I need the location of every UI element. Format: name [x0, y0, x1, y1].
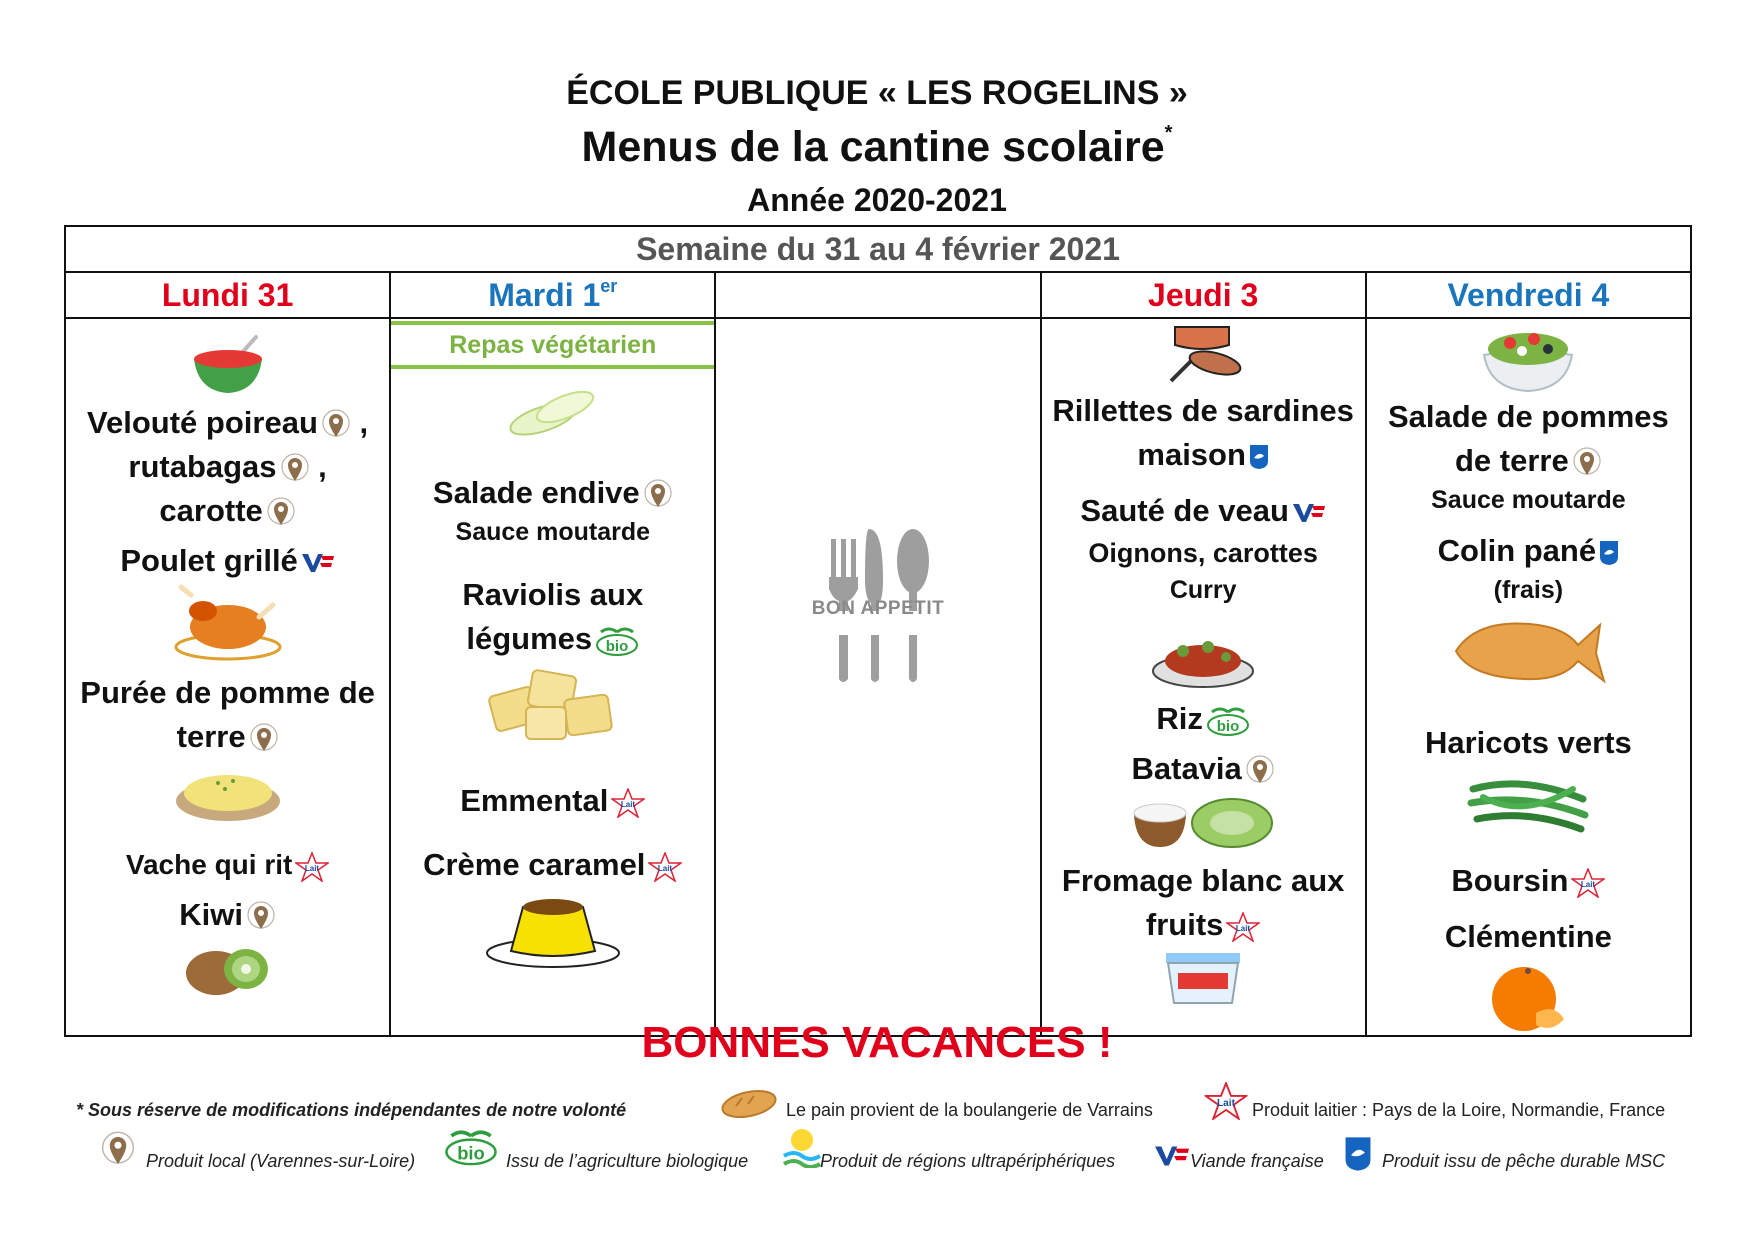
- dish-poulet: Poulet grillé: [120, 543, 298, 578]
- dish-curry: Curry: [1169, 576, 1237, 604]
- dish-fruits: fruits: [1145, 907, 1224, 942]
- breaded-fish-icon: [1448, 611, 1608, 691]
- local-product-icon: [280, 452, 310, 486]
- dairy-product-icon: [648, 852, 682, 882]
- french-meat-icon: [1292, 502, 1326, 524]
- dish-haricots-verts: Haricots verts: [1424, 725, 1632, 760]
- local-legend-icon: [100, 1130, 136, 1170]
- day-header-wednesday: [715, 272, 1040, 318]
- dish-fromage-blanc: Fromage blanc aux: [1061, 863, 1345, 898]
- page-title-text: Menus de la cantine scolaire: [581, 123, 1165, 171]
- day-column-thursday: [1041, 318, 1366, 1036]
- dish-veloute-comma: ,: [359, 405, 369, 440]
- dish-batavia: Batavia: [1131, 751, 1242, 786]
- legend-local: Produit local (Varennes-sur-Loire): [146, 1151, 416, 1171]
- day-column-wednesday: [715, 318, 1040, 1036]
- kiwi-icon: [180, 943, 276, 999]
- page-title: [0, 122, 1754, 172]
- day-header-tuesday: [390, 272, 715, 318]
- green-beans-icon: [1463, 769, 1593, 839]
- dish-saute-veau: Sauté de veau: [1080, 493, 1289, 528]
- dish-veloute: Velouté poireau: [87, 405, 318, 440]
- local-product-icon: [1245, 754, 1275, 788]
- mashed-potato-icon: [173, 759, 283, 829]
- dish-kiwi: Kiwi: [179, 897, 243, 932]
- day-header-monday: Lundi 31: [65, 272, 390, 318]
- salad-bowl-icon: [1478, 321, 1578, 393]
- legend-note: * Sous réserve de modifications indépendantes de notre volonté: [76, 1100, 627, 1120]
- soup-bowl-icon: [188, 333, 268, 397]
- dish-vache-qui-rit: Vache qui rit: [125, 849, 293, 880]
- dish-sauce-moutarde: Sauce moutarde: [455, 518, 651, 546]
- dish-emmental: Emmental: [460, 783, 609, 818]
- vegetarian-banner: Repas végétarien: [391, 321, 714, 369]
- meat-legend-icon: [1154, 1144, 1190, 1168]
- dish-boursin: Boursin: [1451, 863, 1569, 898]
- flan-icon: [483, 891, 623, 971]
- day-header-tuesday-sup: er: [600, 276, 618, 296]
- dish-puree-terre: terre: [176, 719, 246, 754]
- bio-icon: [1206, 706, 1250, 736]
- legend-dairy: Produit laitier : Pays de la Loire, Normandie, France: [1252, 1100, 1666, 1120]
- dish-rutabagas: rutabagas: [128, 449, 277, 484]
- dish-colin-pane: Colin pané: [1437, 533, 1597, 568]
- msc-fishing-icon: [1599, 540, 1619, 566]
- dish-legumes: légumes: [466, 621, 593, 656]
- legend-bio: Issu de l’agriculture biologique: [506, 1151, 749, 1171]
- dish-puree: Purée de pomme de: [80, 675, 375, 710]
- local-product-icon: [246, 900, 276, 934]
- local-product-icon: [643, 478, 673, 512]
- roast-chicken-icon: [173, 583, 283, 663]
- yogurt-pot-icon: [1158, 947, 1248, 1005]
- legend-msc: Produit issu de pêche durable MSC: [1382, 1151, 1666, 1171]
- bread-icon: [720, 1086, 778, 1120]
- dairy-product-icon: [611, 788, 645, 818]
- school-year: Année 2020-2021: [747, 182, 1007, 218]
- rup-legend-icon: [782, 1126, 822, 1168]
- french-meat-icon: [301, 552, 335, 574]
- local-product-icon: [1572, 446, 1602, 480]
- msc-legend-icon: [1344, 1136, 1372, 1172]
- dairy-product-icon: [295, 852, 329, 882]
- day-header-friday: Vendredi 4: [1366, 272, 1691, 318]
- ravioli-icon: [478, 661, 628, 751]
- dairy-legend-icon: [1204, 1082, 1248, 1120]
- day-column-monday: [65, 318, 390, 1036]
- bon-appetit-text: BON APPETIT: [811, 598, 945, 619]
- local-product-icon: [249, 722, 279, 756]
- day-header-thursday: Jeudi 3: [1041, 272, 1366, 318]
- rillettes-icon: [1155, 323, 1251, 389]
- bio-legend-icon: [444, 1128, 498, 1166]
- dish-salade-pommes: Salade de pommes: [1387, 399, 1669, 434]
- day-header-tuesday-text: Mardi 1: [488, 277, 601, 313]
- legend-bread: Le pain provient de la boulangerie de Varrains: [786, 1100, 1153, 1120]
- dish-sauce-moutarde-fri: Sauce moutarde: [1431, 486, 1626, 514]
- dish-maison: maison: [1137, 437, 1246, 472]
- endive-icon: [503, 381, 603, 441]
- dish-frais: (frais): [1493, 576, 1564, 604]
- dish-rutabagas-comma: ,: [318, 449, 327, 484]
- dish-de-terre: de terre: [1455, 443, 1569, 478]
- week-label: Semaine du 31 au 4 février 2021: [65, 226, 1691, 272]
- local-product-icon: [321, 408, 351, 442]
- legend-rup: Produit de régions ultrapériphériques: [820, 1151, 1116, 1171]
- curry-dish-icon: [1148, 617, 1258, 693]
- dish-salade-endive: Salade endive: [432, 475, 640, 510]
- bio-icon: [595, 626, 639, 656]
- dish-rillettes: Rillettes de sardines: [1052, 393, 1354, 428]
- title-asterisk: *: [1164, 122, 1173, 144]
- dairy-product-icon: [1226, 912, 1260, 942]
- dish-creme-caramel: Crème caramel: [423, 847, 646, 882]
- school-name: ÉCOLE PUBLIQUE « LES ROGELINS »: [566, 74, 1188, 112]
- rice-lettuce-icon: [1128, 791, 1278, 851]
- day-column-friday: [1366, 318, 1691, 1036]
- legend-meat: Viande française: [1190, 1151, 1324, 1171]
- dairy-product-icon: [1571, 868, 1605, 898]
- dish-raviolis: Raviolis aux: [462, 577, 644, 612]
- menu-table: [64, 225, 1692, 1037]
- closing-message: BONNES VACANCES !: [641, 1018, 1113, 1067]
- dish-oignons-carottes: Oignons, carottes: [1088, 538, 1318, 568]
- msc-fishing-icon: [1249, 444, 1269, 470]
- dish-riz: Riz: [1156, 701, 1203, 736]
- dish-carotte: carotte: [159, 493, 263, 528]
- local-product-icon: [266, 496, 296, 530]
- day-column-tuesday: [390, 318, 715, 1036]
- dish-clementine: Clémentine: [1444, 919, 1612, 954]
